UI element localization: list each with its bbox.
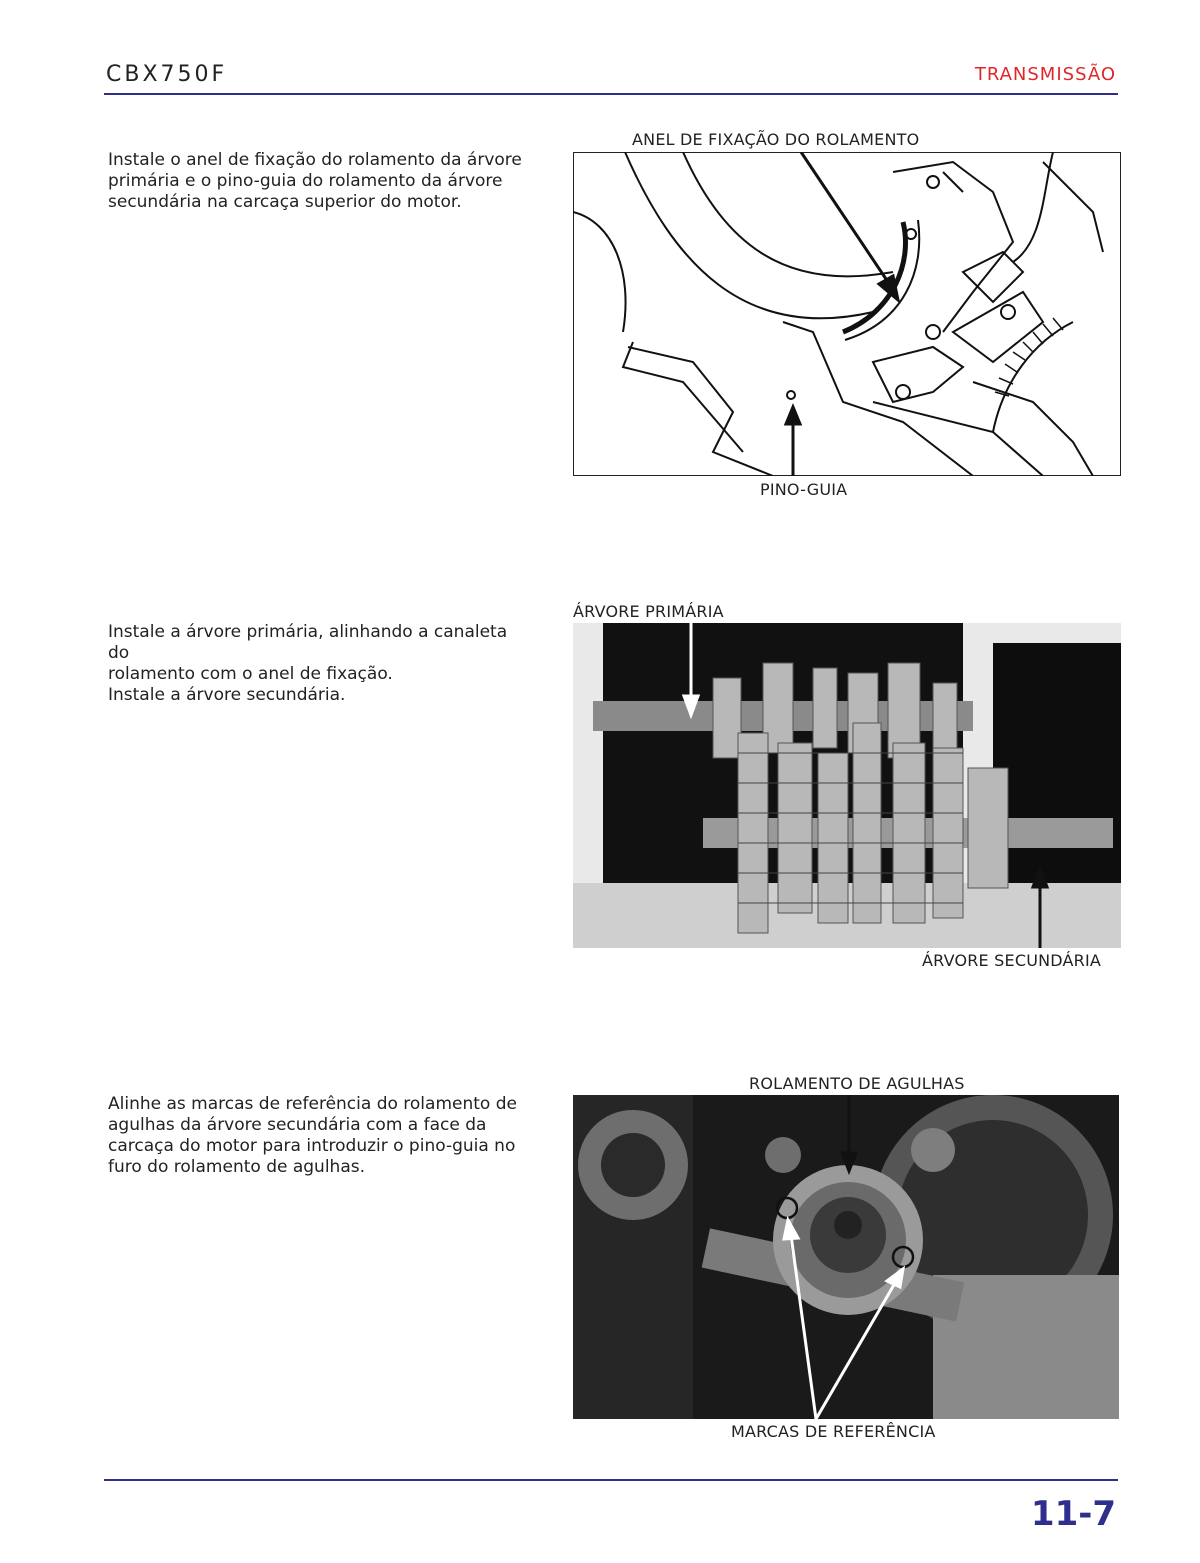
step-3-line-3: carcaça do motor para introduzir o pino-guia no <box>108 1136 516 1156</box>
step-3-line-2: agulhas da árvore secundária com a face da <box>108 1115 487 1135</box>
step-1-line-3: secundária na carcaça superior do motor. <box>108 192 462 212</box>
photo-needle-bearing-marks <box>573 1095 1119 1419</box>
figure-bearing-ring-diagram <box>573 152 1121 476</box>
manual-model-title: CBX750F <box>106 62 228 87</box>
step-2-line-2: rolamento com o anel de fixação. <box>108 664 393 684</box>
step-3-line-4: furo do rolamento de agulhas. <box>108 1157 366 1177</box>
section-title: TRANSMISSÃO <box>974 64 1116 85</box>
header-rule <box>104 93 1118 95</box>
label-primary-shaft: ÁRVORE PRIMÁRIA <box>573 602 724 621</box>
page-number: 11-7 <box>1030 1494 1116 1534</box>
step-2-line-3: Instale a árvore secundária. <box>108 685 346 705</box>
step-3-text <box>108 1094 528 1178</box>
step-1-line-1: Instale o anel de fixação do rolamento da árvore <box>108 150 522 170</box>
label-secondary-shaft: ÁRVORE SECUNDÁRIA <box>922 951 1102 970</box>
step-2-line-1: Instale a árvore primária, alinhando a canaleta do <box>108 622 508 663</box>
step-3-line-1: Alinhe as marcas de referência do rolamento de <box>108 1094 517 1114</box>
photo-transmission-shafts <box>573 623 1121 948</box>
step-1-line-2: primária e o pino-guia do rolamento da árvore <box>108 171 503 191</box>
label-reference-marks: MARCAS DE REFERÊNCIA <box>731 1422 936 1441</box>
label-needle-bearing: ROLAMENTO DE AGULHAS <box>749 1074 965 1093</box>
footer-rule <box>104 1479 1118 1481</box>
label-dowel-pin: PINO-GUIA <box>760 480 848 499</box>
step-2-text <box>108 622 528 706</box>
label-bearing-set-ring: ANEL DE FIXAÇÃO DO ROLAMENTO <box>632 130 920 149</box>
step-1-text <box>108 150 528 213</box>
